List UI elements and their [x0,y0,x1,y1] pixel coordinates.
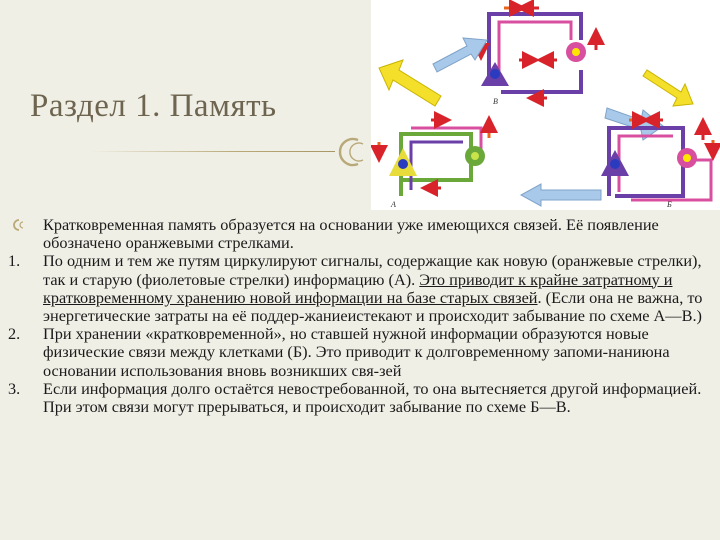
blue-arrow-icon [521,184,601,206]
yellow-arrow-icon [643,70,693,106]
yellow-arrow-icon [379,60,441,106]
slide-title: Раздел 1. Память [30,88,277,124]
circuit-b [481,8,596,106]
memory-circuit-figure [371,0,720,210]
list-item [8,325,708,380]
neuron-circuits-diagram [371,0,720,210]
list-item [8,252,708,325]
item-text: По одним и тем же путям циркулируют сигналы, содержащие как новую (оранжевые стрелки), так и старую (фиолетовые стрелки) информацию (А). [43,251,702,289]
label-a: А [391,200,396,209]
label-b-cyr: Б [667,200,672,209]
blue-arrow-icon [433,38,487,72]
item-text: Если информация долго остаётся невостребованной, то она вытесняется другой информацией. При этом связи могут прерываться, и происходит забывание по схеме Б—В. [43,378,702,417]
bullet-glyph-icon [10,219,30,231]
list-number: 3. [8,378,21,398]
list-number: 2. [8,324,21,344]
intro-text: Кратковременная память образуется на основании уже имеющихся связей. Её появление обозначено оранжевыми стрелками. [43,215,659,253]
intro-bullet [8,216,708,252]
item-text-underlined: Это приводит к крайне затратному и кратковременному хранению новой информации на базе старых связей [43,269,673,307]
list-item [8,380,708,416]
title-ornament-icon [336,137,370,167]
title-divider [90,151,335,152]
circuit-a [379,120,489,209]
slide-body [8,216,708,416]
circuit-b-long-term [601,120,713,209]
item-text-end: . (Если она не важна, то энергетические затраты на её поддер-жаниеистекают и происходит забывание по схеме А—В.) [43,287,703,326]
label-b: В [493,97,498,106]
item-text: При хранении «кратковременной», но ставшей нужной информации образуются новые физические связи между клетками (Б). Это приводит к долговременному запоми-наниюна основании использования вновь возникших свя-зей [43,324,670,380]
list-number: 1. [8,251,21,271]
